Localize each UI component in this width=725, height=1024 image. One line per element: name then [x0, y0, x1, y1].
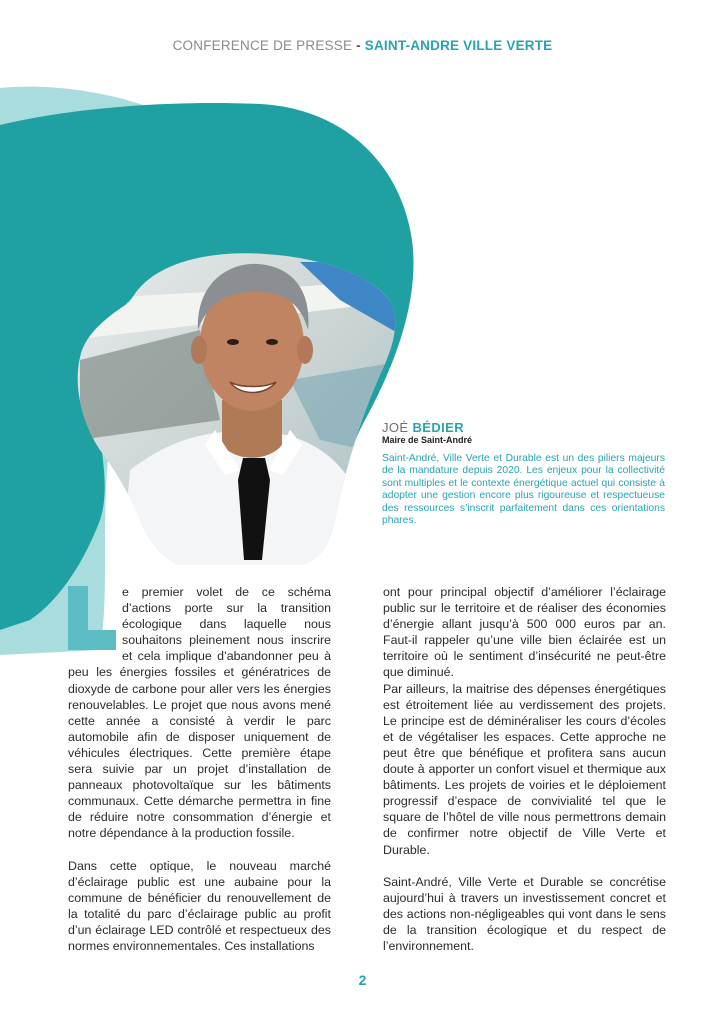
- body-paragraph: [68, 584, 331, 842]
- person-name: [382, 420, 464, 435]
- body-paragraph: ont pour principal objectif d’améliorer l’éclairage public sur le territoire et de réaliser des économies d’énergie allant jusqu’à 500 000 euros par an. Faut-il rappeler qu’une ville bien éclairée est un territoire où le sentiment d’insécurité ne peut-être que diminué.: [383, 585, 666, 680]
- header-title: SAINT-ANDRE VILLE VERTE: [364, 38, 553, 53]
- person-role: Maire de Saint-André: [382, 435, 473, 445]
- intro-paragraph: Saint-André, Ville Verte et Durable est un des piliers majeurs de la mandature depuis 2020. Les enjeux pour la collectivité sont multiples et le contexte énergétique actuel qui consiste à adopter une gestion encore plus rigoureuse et respectueuse des ressources s’inscrit parfaitement dans ces orientations phares.: [382, 453, 665, 527]
- body-paragraph-text: e premier volet de ce schéma d’actions porte sur la transition écologique dans laquelle nous souhaitons pleinement nous inscrire et cela implique d’abandonner peu à peu les énergies fossiles et génératrices de dioxyde de carbone pour aller vers les énergies renouvelables. Le projet que nous avons mené cette année a consisté à verdir le parc automobile afin de disposer uniquement de véhicules électriques. Cette première étape sera suivie par un projet d’installation de panneaux photovoltaïque sur les bâtiments communaux. Cette démarche permettra in fine de réduire notre consommation d’énergie et notre dépendance à la production fossile.: [68, 585, 331, 841]
- body-paragraph: Saint-André, Ville Verte et Durable se concrétise aujourd’hui à travers un investissement concret et des actions non-négligeables qui vont dans le sens de la transition écologique et du respect de l’environnement.: [383, 874, 666, 953]
- person-first-name: JOÉ: [382, 420, 409, 435]
- person-last-name: BÉDIER: [412, 420, 465, 435]
- body-paragraph: Par ailleurs, la maitrise des dépenses énergétiques est étroitement liée au verdissement des projets. Le principe est de déminéraliser les cours d’écoles et de végétaliser les espaces. Cette approche ne peut être que bénéfique et profitera sans aucun doute à apporter un confort visuel et thermique aux bâtiments. Les projets de voiries et le déploiement progressif d’espace de convivialité tel que le square de l’hôtel de ville nous permettrons demain de confirmer notre objectif de Ville Verte et Durable.: [383, 681, 666, 857]
- dropcap-letter: [68, 586, 116, 650]
- page-number: 2: [358, 972, 367, 988]
- header-separator: -: [356, 38, 361, 53]
- body-column-left: [68, 584, 331, 970]
- body-paragraph: Dans cette optique, le nouveau marché d’éclairage public est une aubaine pour la commune de bénéficier du renouvellement de la totalité du parc d’éclairage public au profit d’un éclairage LED contrôlé et respectueux des normes environnementales. Ces installations: [68, 858, 331, 953]
- body-column-right: [383, 584, 666, 970]
- header-prefix: CONFERENCE DE PRESSE: [172, 38, 353, 53]
